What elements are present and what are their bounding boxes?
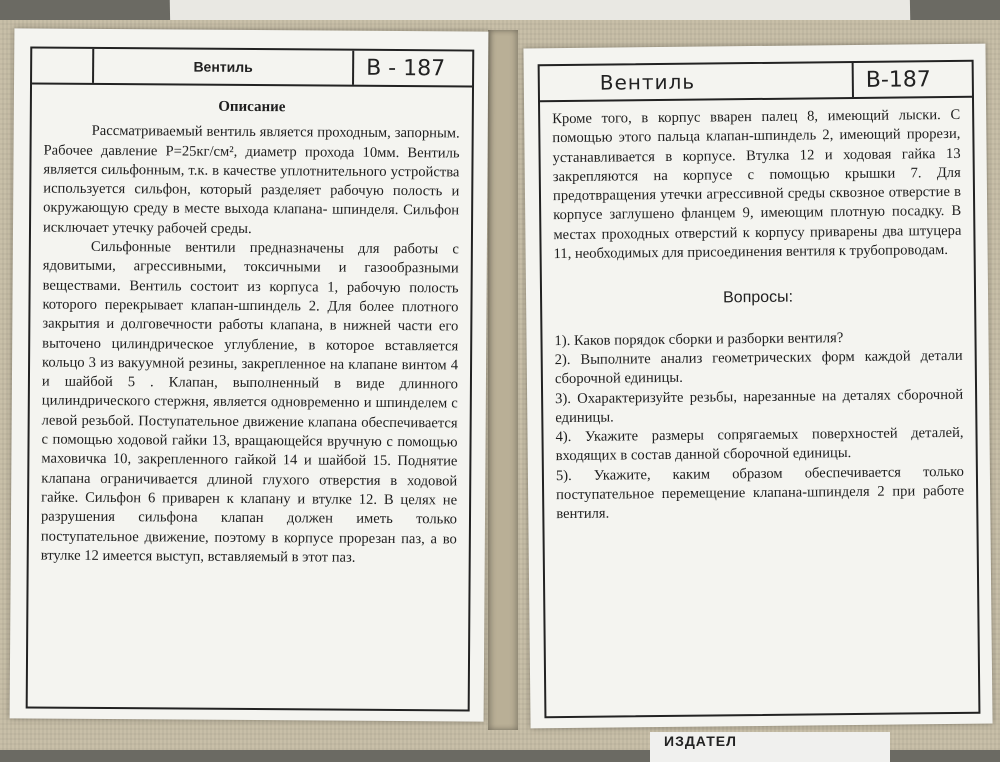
left-page: [10, 28, 489, 721]
left-code: В - 187: [366, 55, 446, 81]
description-paragraph-2: Сильфонные вентили предназначены для работы с ядовитыми, агрессивными, токсичными и газообразными веществами. Вентиль состоит из корпуса 1, рабочую полость которого перекрывает клапан-шпиндель 2. Для более плотного закрытия и долговечности работы клапана, в нижней части его выточено цилиндрическое углубление, в которое вставляется кольцо 3 из вакуумной резины, закрепленное на клапане винтом 4 и шайбой 5 . Клапан, выполненный в виде длинного цилиндрического стержня, является одновременно и шпинделем с левой резьбой. Поступательное движение клапана обеспечивается с помощью ходовой гайки 13, вращающейся вручную с помощью маховичка 10, закрепленного гайкой 14 и шайбой 15. Поднятие клапана ограничивается длиной глухого отверстия в ходовой гайке. Сильфон 6 приварен к клапану и втулке 12. В целях не разрушения сильфона клапан должен иметь только поступательное движение, поэтому в корпусе прорезан паз, а во втулке 12 имеется выступ, вставляемый в этот паз.: [40, 238, 459, 566]
question-3: 3). Охарактеризуйте резьбы, нарезанные на деталях сборочной единицы.: [555, 386, 964, 426]
folder-spine: [488, 30, 518, 730]
question-2: 2). Выполните анализ геометрических форм каждой детали сборочной единицы.: [554, 347, 963, 388]
title-block-blank-cell: [32, 48, 94, 82]
left-body: [29, 84, 472, 568]
left-title-block: [32, 48, 472, 87]
question-1: 1). Каков порядок сборки и разборки вентиля?: [554, 329, 844, 349]
right-page-frame: [538, 60, 981, 719]
continuation-paragraph: Кроме того, в корпус вварен палец 8, имеющий лыски. С помощью этого пальца клапан-шпиндель 2, имеющий прорези, устанавливается в корпусе. Втулка 12 и ходовая гайка 13 закрепляются на корпусе с помощью крышки 7. Для предотвращения утечки агрессивной среды сквозное отверстие в корпусе заглушено фланцем 9, имеющим плотную посадку. В местах проходных отверстий к корпусу приварены два штуцера 11, необходимых для присоединения вентиля к трубопроводам.: [552, 106, 962, 263]
left-page-frame: [26, 46, 475, 711]
right-title: Вентиль: [540, 63, 854, 100]
question-4: 4). Укажите размеры сопрягаемых поверхностей деталей, входящих в состав данной сборочной единицы.: [555, 425, 964, 465]
left-title: Вентиль: [94, 49, 354, 85]
description-heading: Описание: [218, 98, 286, 116]
publisher-label: ИЗДАТЕЛ: [664, 733, 737, 749]
description-paragraph-1: Рассматриваемый вентиль является проходным, запорным. Рабочее давление P=25кг/см², диаметр прохода 10мм. Вентиль является сильфонным, т.к. в качестве уплотнительного устройства используется сильфон, который разделяет рабочую полость и окружающую среду в месте выхода клапана- шпинделя. Сильфон исключает утечку рабочей среды.: [42, 123, 460, 237]
right-body: [540, 98, 976, 525]
right-page: [523, 44, 992, 729]
right-code: В-187: [865, 66, 931, 93]
questions-heading: Вопросы:: [722, 289, 794, 307]
right-title-block: [540, 62, 972, 103]
question-5: 5). Укажите, каким образом обеспечивается только поступательное перемещение клапана-шпинделя 2 при работе вентиля.: [555, 463, 965, 523]
